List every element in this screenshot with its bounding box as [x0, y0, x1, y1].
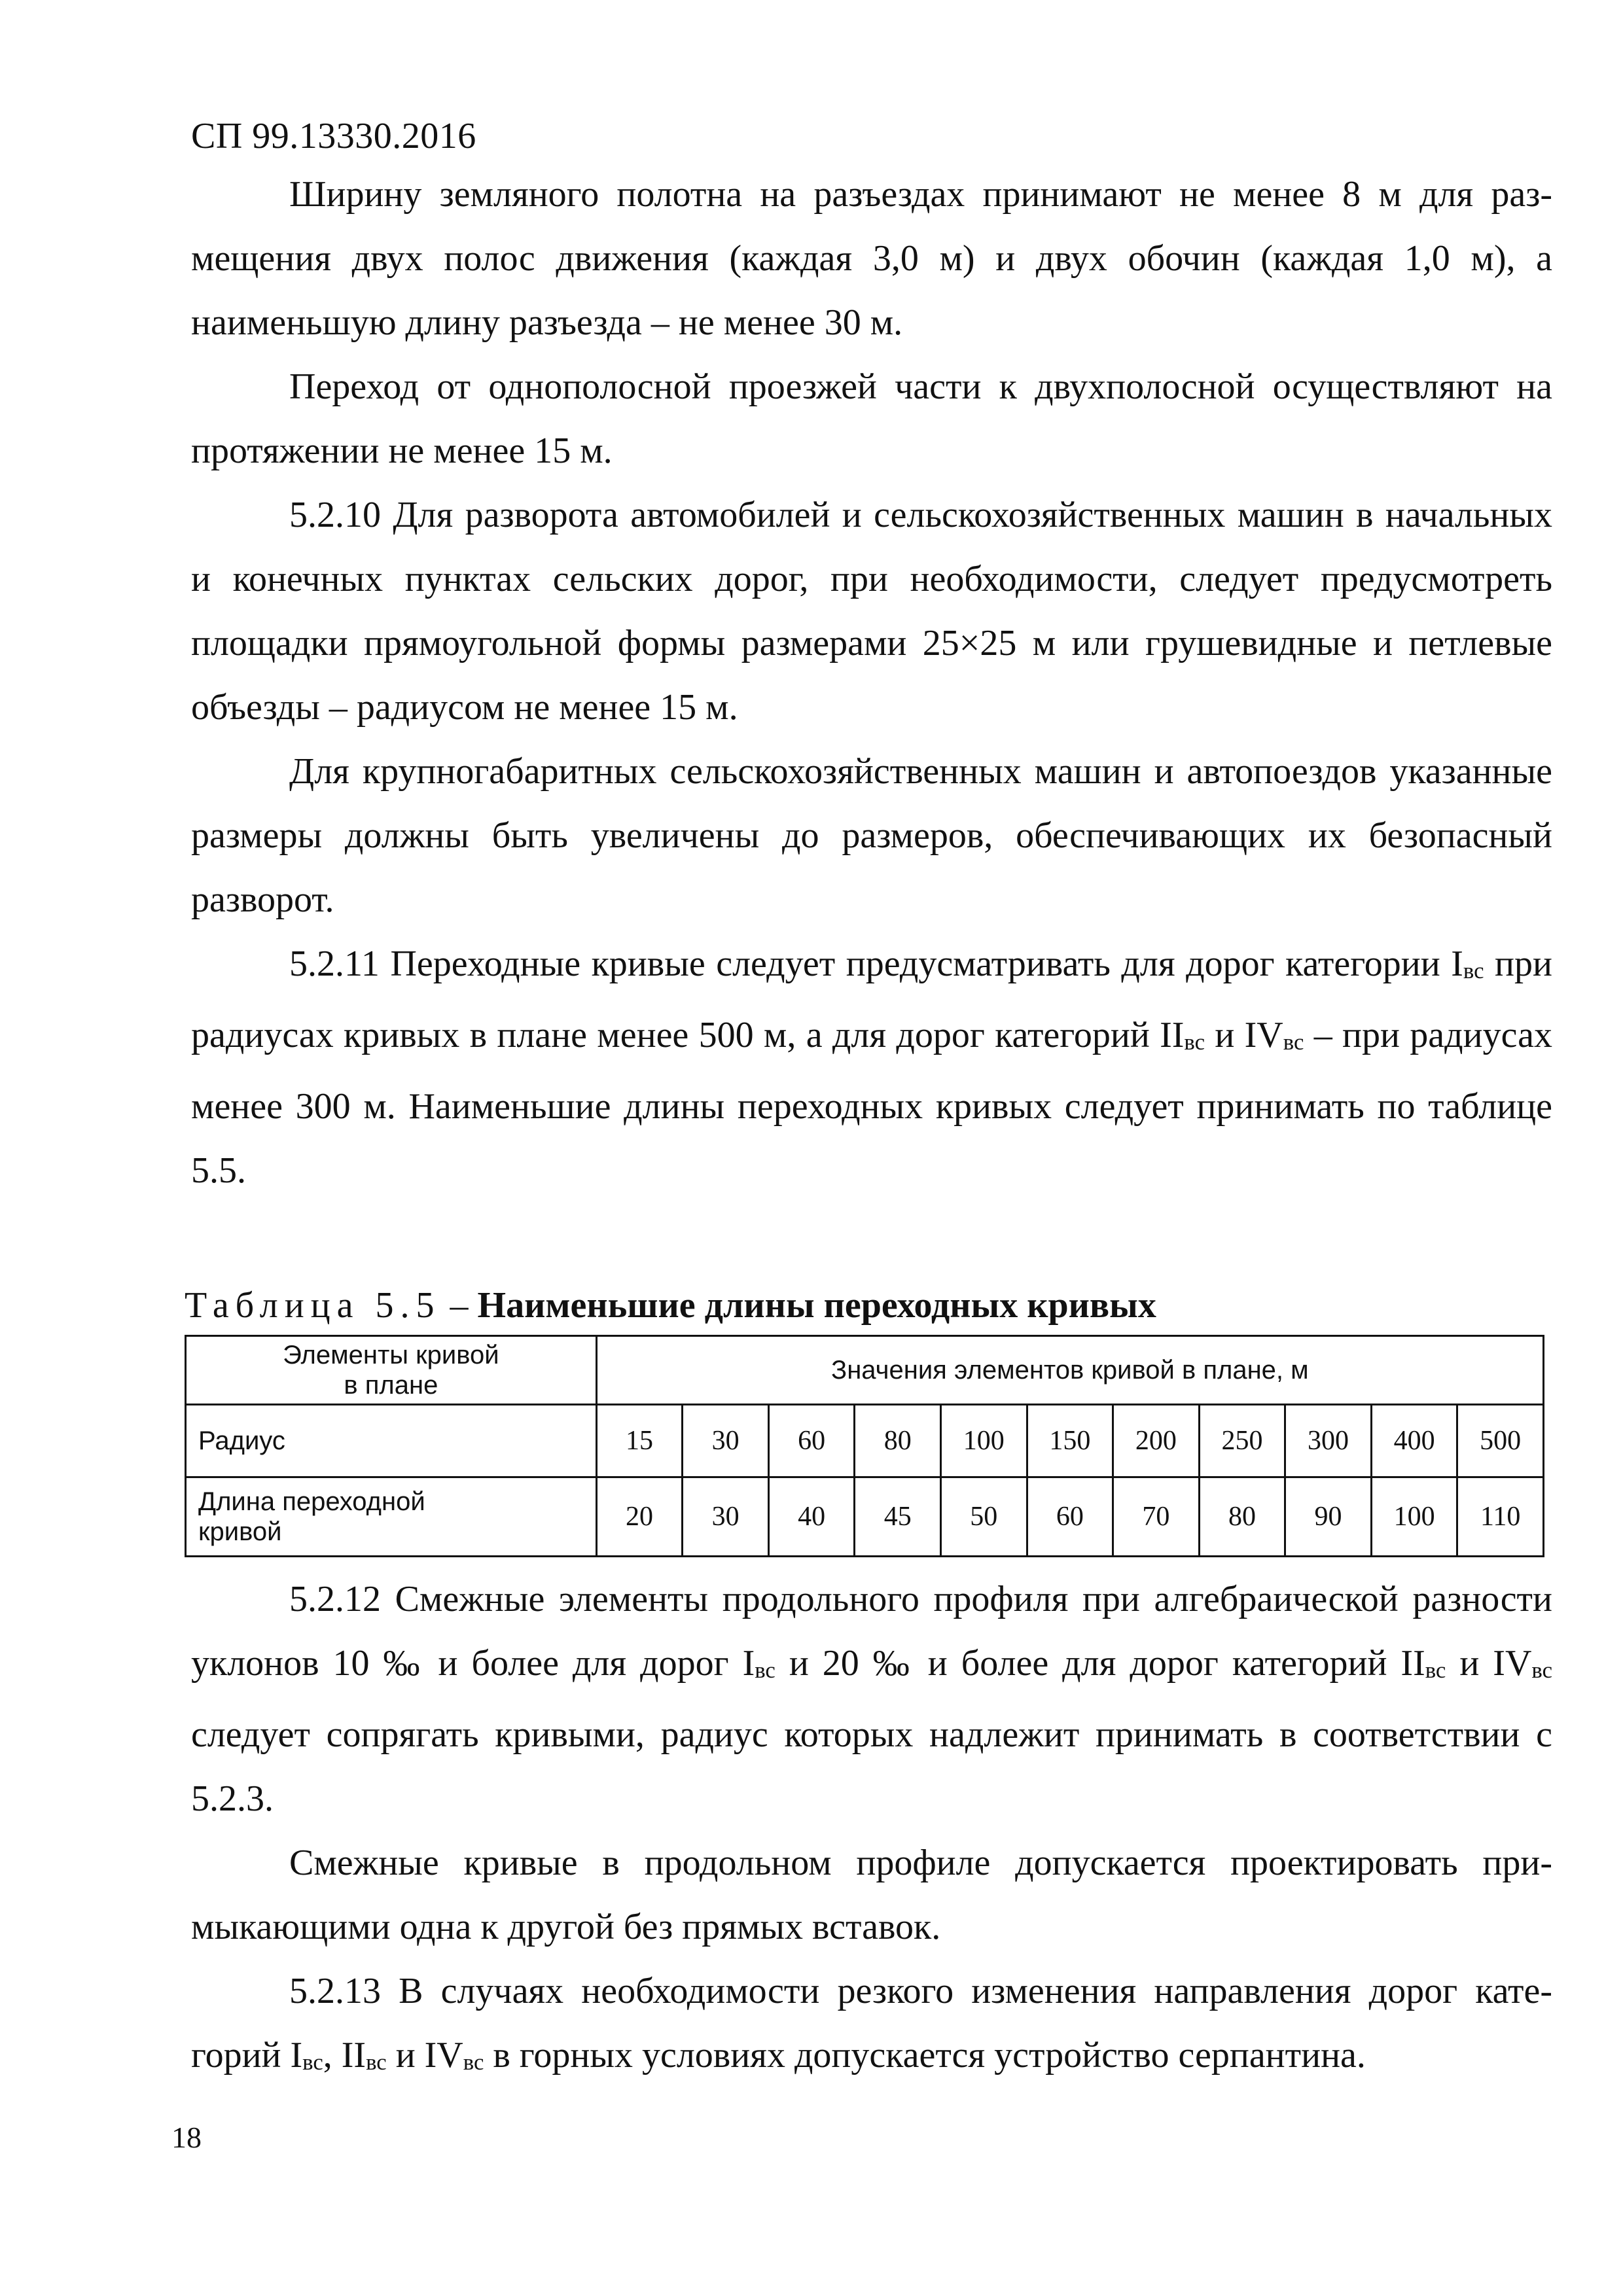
paragraph-5-2-12: 5.2.12 Смежные элементы продольного профиля при алгебраической разности уклонов 10 ‰ и более для дорог Iвс и 20 ‰ и более для дорог категорий IIвс и IVвс следует сопрягать кривыми, радиус которых надлежит принимать в соответствии с 5.2.3. — [191, 1579, 1553, 1820]
header-curve-elements: Элементы кривой в плане — [186, 1336, 597, 1405]
row-label-length: Длина переходной кривой — [186, 1477, 597, 1557]
radius-cell: 80 — [855, 1405, 941, 1477]
table-header-row — [186, 1336, 1544, 1405]
table-row-length — [186, 1477, 1544, 1557]
length-cell: 100 — [1371, 1477, 1457, 1557]
radius-cell: 150 — [1027, 1405, 1113, 1477]
length-cell: 60 — [1027, 1477, 1113, 1557]
paragraph-adjacent-curves: Смежные кривые в продольном профиле допускается проектировать примыкающими одна к другой без прямых вставок. — [191, 1843, 1552, 1948]
length-cell: 110 — [1457, 1477, 1544, 1557]
transition-curves-table — [185, 1335, 1544, 1557]
table-name: Наименьшие длины переходных кривых — [477, 1285, 1156, 1326]
table-row-radius — [186, 1405, 1544, 1477]
radius-cell: 60 — [768, 1405, 855, 1477]
length-cell: 20 — [596, 1477, 683, 1557]
paragraph-transition-lanes: Переход от однополосной проезжей части к двухполосной осуществляют на протяжении не менее 15 м. — [191, 366, 1552, 471]
paragraph-large-machines: Для крупногабаритных сельскохозяйственных машин и автопоездов указанные размеры должны быть увеличены до размеров, обеспечивающих их безопасный разворот. — [191, 751, 1552, 920]
header-element-values: Значения элементов кривой в плане, м — [596, 1336, 1543, 1405]
length-cell: 50 — [940, 1477, 1027, 1557]
length-cell: 30 — [683, 1477, 769, 1557]
paragraph-5-2-10: 5.2.10 Для разворота автомобилей и сельскохозяйственных машин в начальных и конечных пунктах сельских дорог, при необходимости, следует предусмотреть площадки прямоугольной формы размерами 25×25 м или грушевидные и петлевые объезды – радиусом не менее 15 м. — [191, 495, 1552, 728]
length-cell: 40 — [768, 1477, 855, 1557]
row-label-radius: Радиус — [186, 1405, 597, 1477]
paragraph-5-2-11: 5.2.11 Переходные кривые следует предусматривать для дорог категории Iвс при радиусах кривых в плане менее 500 м, а для дорог категорий IIвс и IVвс – при радиусах менее 300 м. Наименьшие длины переходных кривых следует принимать по таблице 5.5. — [191, 944, 1552, 1192]
radius-cell: 30 — [683, 1405, 769, 1477]
length-cell: 80 — [1199, 1477, 1285, 1557]
paragraph-5-2-13: 5.2.13 В случаях необходимости резкого изменения направления дорог категорий Iвс, IIвс и IVвс в горных условиях допускается устройство серпантина. — [191, 1971, 1552, 2076]
table-title-dash: – — [440, 1285, 478, 1326]
radius-cell: 100 — [940, 1405, 1027, 1477]
text-block-top — [191, 162, 1552, 1203]
radius-cell: 400 — [1371, 1405, 1457, 1477]
text-block-bottom — [191, 1567, 1552, 2094]
page-number: 18 — [171, 2121, 202, 2154]
table-label: Таблица 5.5 — [185, 1285, 441, 1326]
radius-cell: 15 — [596, 1405, 683, 1477]
length-cell: 70 — [1113, 1477, 1200, 1557]
table-title — [185, 1282, 1156, 1328]
paragraph-subgrade-width: Ширину земляного полотна на разъездах принимают не менее 8 м для размещения двух полос движения (каждая 3,0 м) и двух обочин (каждая 1,0 м), а наименьшую длину разъезда – не менее 30 м. — [191, 174, 1552, 343]
document-code: СП 99.13330.2016 — [191, 116, 476, 156]
radius-cell: 250 — [1199, 1405, 1285, 1477]
length-cell: 90 — [1285, 1477, 1372, 1557]
length-cell: 45 — [855, 1477, 941, 1557]
radius-cell: 500 — [1457, 1405, 1544, 1477]
radius-cell: 200 — [1113, 1405, 1200, 1477]
radius-cell: 300 — [1285, 1405, 1372, 1477]
